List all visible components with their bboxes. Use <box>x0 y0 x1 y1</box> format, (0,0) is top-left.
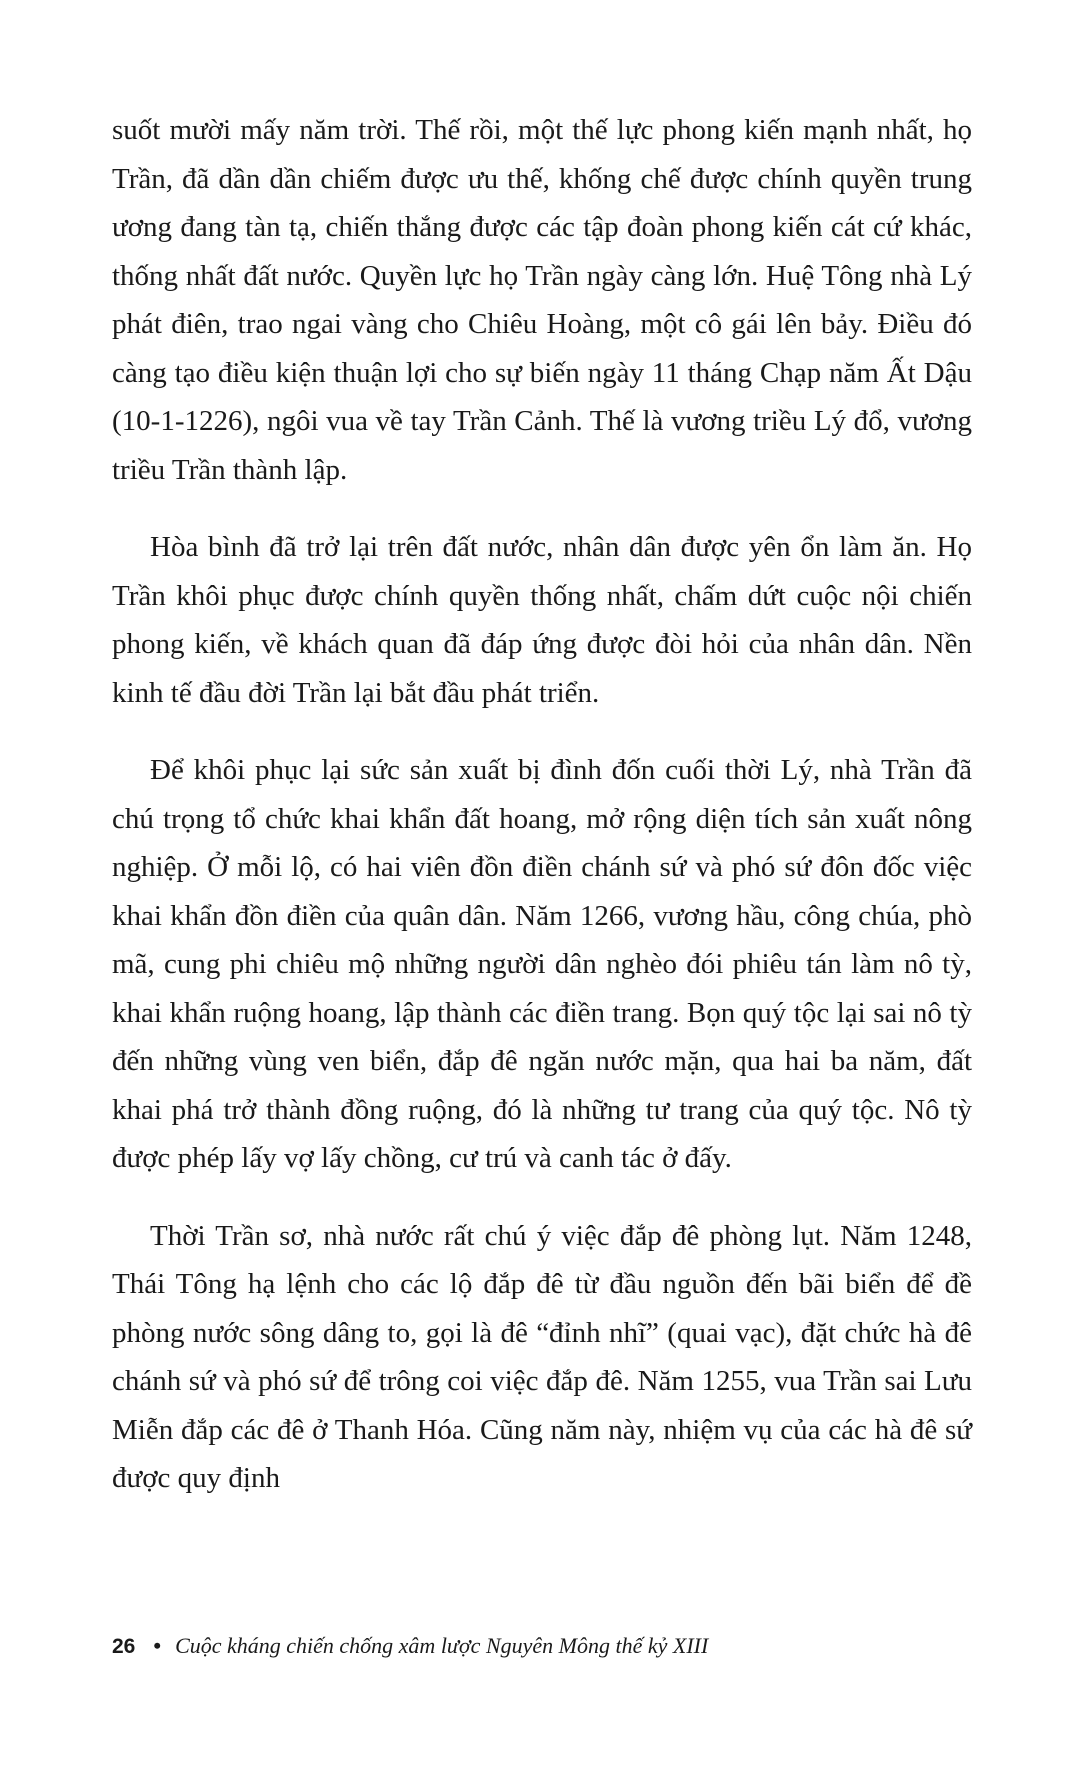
page-body <box>112 106 972 1503</box>
paragraph-2: Hòa bình đã trở lại trên đất nước, nhân dân được yên ổn làm ăn. Họ Trần khôi phục được chính quyền thống nhất, chấm dứt cuộc nội chiến phong kiến, về khách quan đã đáp ứng được đòi hỏi của nhân dân. Nền kinh tế đầu đời Trần lại bắt đầu phát triển. <box>112 531 972 709</box>
footer-bullet: • <box>153 1633 162 1658</box>
paragraph-4: Thời Trần sơ, nhà nước rất chú ý việc đắp đê phòng lụt. Năm 1248, Thái Tông hạ lệnh cho các lộ đắp đê từ đầu nguồn đến bãi biển để đề phòng nước sông dâng to, gọi là đê “đỉnh nhĩ” (quai vạc), đặt chức hà đê chánh sứ và phó sứ để trông coi việc đắp đê. Năm 1255, vua Trần sai Lưu Miễn đắp các đê ở Thanh Hóa. Cũng năm này, nhiệm vụ của các hà đê sứ được quy định <box>112 1219 972 1494</box>
paragraph-3: Để khôi phục lại sức sản xuất bị đình đốn cuối thời Lý, nhà Trần đã chú trọng tổ chức khai khẩn đất hoang, mở rộng diện tích sản xuất nông nghiệp. Ở mỗi lộ, có hai viên đồn điền chánh sứ và phó sứ đôn đốc việc khai khẩn đồn điền của quân dân. Năm 1266, vương hầu, công chúa, phò mã, cung phi chiêu mộ những người dân nghèo đói phiêu tán làm nô tỳ, khai khẩn ruộng hoang, lập thành các điền trang. Bọn quý tộc lại sai nô tỳ đến những vùng ven biển, đắp đê ngăn nước mặn, qua hai ba năm, đất khai phá trở thành đồng ruộng, đó là những tư trang của quý tộc. Nô tỳ được phép lấy vợ lấy chồng, cư trú và canh tác ở đấy. <box>112 754 972 1174</box>
running-title: Cuộc kháng chiến chống xâm lược Nguyên Mông thế kỷ XIII <box>175 1633 709 1658</box>
page-number: 26 <box>112 1635 136 1658</box>
page-footer <box>112 1631 708 1662</box>
paragraph-1: suốt mười mấy năm trời. Thế rồi, một thế lực phong kiến mạnh nhất, họ Trần, đã dần dần chiếm được ưu thế, khống chế được chính quyền trung ương đang tàn tạ, chiến thắng được các tập đoàn phong kiến cát cứ khác, thống nhất đất nước. Quyền lực họ Trần ngày càng lớn. Huệ Tông nhà Lý phát điên, trao ngai vàng cho Chiêu Hoàng, một cô gái lên bảy. Điều đó càng tạo điều kiện thuận lợi cho sự biến ngày 11 tháng Chạp năm Ất Dậu (10-1-1226), ngôi vua về tay Trần Cảnh. Thế là vương triều Lý đổ, vương triều Trần thành lập. <box>112 114 972 486</box>
